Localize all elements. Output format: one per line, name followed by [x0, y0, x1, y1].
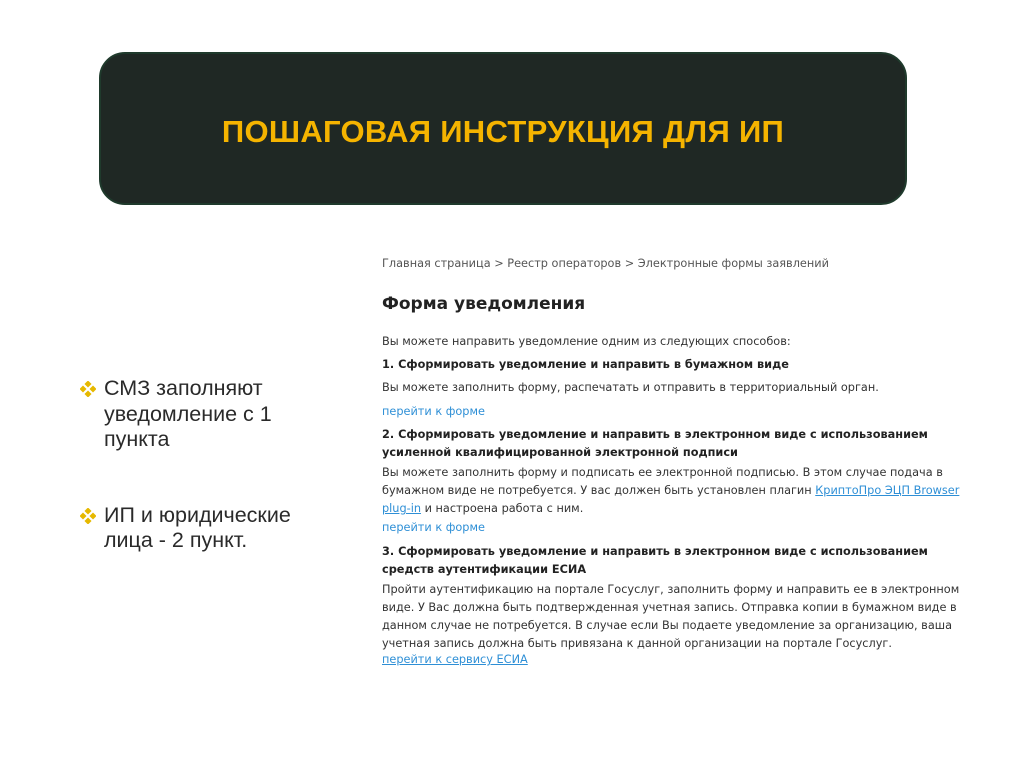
option2-text	[382, 464, 972, 518]
option1-heading: 1. Сформировать уведомление и направить в бумажном виде	[382, 358, 789, 371]
bullet-list	[78, 376, 338, 554]
breadcrumb-separator: >	[624, 257, 635, 270]
option3-heading: 3. Сформировать уведомление и направить в электронном виде с использованием средств аутентификации ЕСИА	[382, 545, 928, 576]
breadcrumb-separator: >	[494, 257, 504, 270]
title-banner	[99, 52, 907, 205]
option1-form-link[interactable]: перейти к форме	[382, 405, 485, 418]
diamond-bullet-icon	[80, 508, 96, 524]
breadcrumb-forms: Электронные формы заявлений	[637, 257, 829, 270]
plugin-link[interactable]: КриптоПро ЭЦП Browser plug-in	[382, 484, 960, 515]
breadcrumb	[382, 255, 829, 273]
page-title: Форма уведомления	[382, 294, 586, 314]
breadcrumb-home[interactable]: Главная страница	[382, 257, 491, 270]
diamond-bullet-icon	[80, 381, 96, 397]
option3-text: Пройти аутентификацию на портале Госуслуг, заполнить форму и направить ее в электронном виде. У Вас должна быть подтвержденная учетная запись. Отправка копии в бумажном виде в данном случае не потребуется. В случае если Вы подаете уведомление за организацию, ваша учетная запись должна быть привязана к данной организации на портале Госуслуг.	[382, 583, 960, 650]
bullet-item	[78, 503, 338, 554]
esia-service-link[interactable]: перейти к сервису ЕСИА	[382, 653, 528, 666]
intro-text: Вы можете направить уведомление одним из следующих способов:	[382, 335, 791, 348]
option2-text-before: Вы можете заполнить форму и подписать ее электронной подписью. В этом случае подача в бумажном виде не потребуется. У вас должен быть установлен плагин	[382, 466, 943, 497]
option1-text: Вы можете заполнить форму, распечатать и отправить в территориальный орган.	[382, 381, 879, 394]
bullet-text: СМЗ заполняют уведомление с 1 пункта	[104, 376, 272, 451]
option2-text-after: и настроена работа с ним.	[424, 502, 584, 515]
option2-form-link[interactable]: перейти к форме	[382, 521, 485, 534]
bullet-text: ИП и юридические лица - 2 пункт.	[104, 502, 291, 552]
bullet-item	[78, 376, 338, 453]
option2-heading: 2. Сформировать уведомление и направить в электронном виде с использованием усиленной квалифицированной электронной подписи	[382, 428, 928, 459]
banner-title: ПОШАГОВАЯ ИНСТРУКЦИЯ ДЛЯ ИП	[221, 114, 785, 149]
breadcrumb-registry[interactable]: Реестр операторов	[507, 257, 622, 270]
